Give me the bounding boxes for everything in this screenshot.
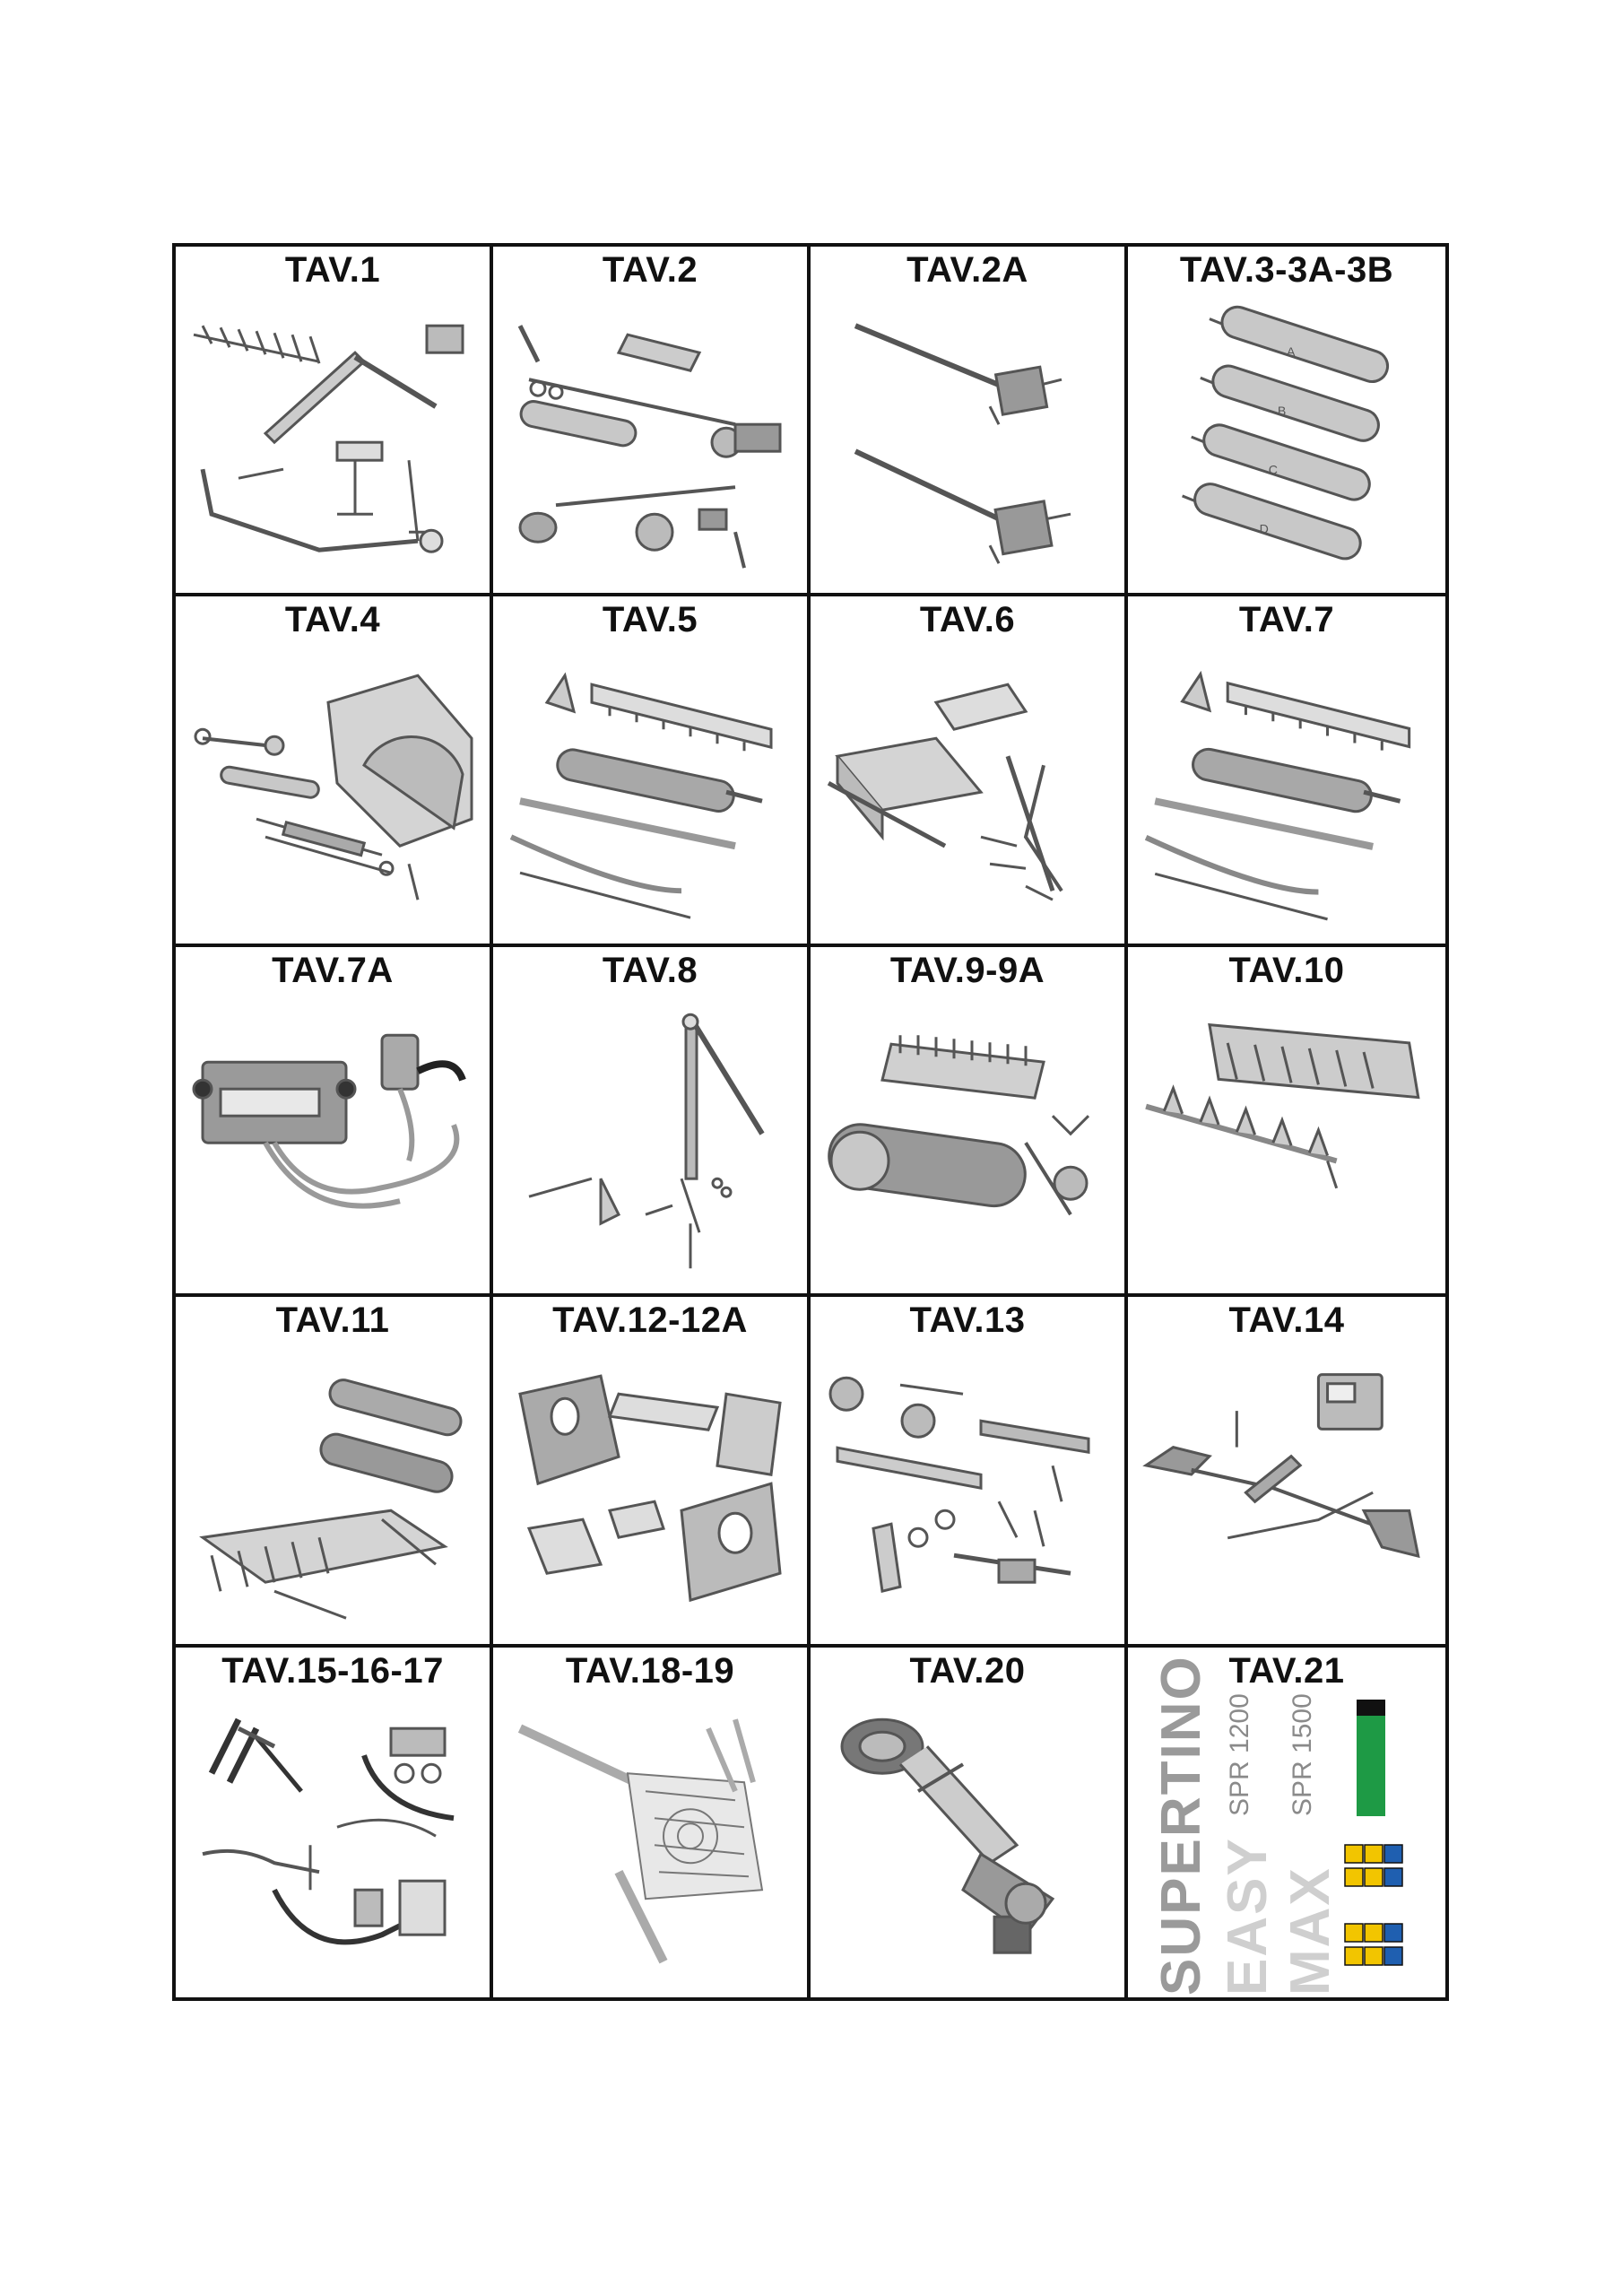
rollers-icon (1137, 299, 1436, 586)
table-cell-tav-8[interactable] (493, 947, 811, 1297)
warning-decals-icon (1343, 1843, 1406, 1996)
table-label: TAV.4 (284, 600, 381, 640)
table-cell-tav-4[interactable] (176, 596, 493, 946)
hydraulic-hoses-icon (185, 1700, 481, 1990)
table-cell-tav-10[interactable] (1128, 947, 1445, 1297)
table-label: TAV.7 (1238, 600, 1335, 640)
table-label: TAV.13 (909, 1300, 1026, 1341)
table-cell-tav-3-3a-3b[interactable] (1128, 247, 1445, 596)
brush-roller-icon (820, 999, 1115, 1286)
table-label: TAV.12-12A (552, 1300, 748, 1341)
decal-green-strip (1357, 1700, 1385, 1816)
table-label: TAV.14 (1228, 1300, 1345, 1341)
table-cell-tav-15-16-17[interactable] (176, 1648, 493, 1997)
table-cell-tav-2[interactable] (493, 247, 811, 596)
table-label: TAV.20 (909, 1650, 1026, 1691)
table-cell-tav-12-12a[interactable] (493, 1297, 811, 1647)
decal-spec-2: SPR 1500 (1288, 1692, 1317, 1816)
decal-model-easy: EASY (1217, 1836, 1279, 1996)
frame-assembly-icon (185, 299, 481, 586)
tine-comb-icon (1137, 999, 1436, 1286)
table-cell-tav-1[interactable] (176, 247, 493, 596)
rotor-assembly-icon (502, 648, 798, 935)
table-label: TAV.7A (272, 950, 394, 990)
hydraulic-cylinder-icon (502, 999, 798, 1286)
transmission-icon (820, 1349, 1115, 1636)
table-cell-tav-20[interactable] (811, 1648, 1128, 1997)
guards-icon (502, 1349, 798, 1636)
pto-shaft-icon (820, 1700, 1115, 1990)
table-cell-tav-21[interactable] (1128, 1648, 1445, 1997)
gearbox-shaft-icon (820, 299, 1115, 586)
rotor-assembly-icon (1137, 648, 1436, 935)
hopper-icon (820, 648, 1115, 935)
table-cell-tav-6[interactable] (811, 596, 1128, 946)
table-label: TAV.9-9A (889, 950, 1045, 990)
control-box-icon (185, 999, 481, 1286)
parts-table-grid (172, 243, 1449, 2001)
table-cell-tav-14[interactable] (1128, 1297, 1445, 1647)
table-label: TAV.11 (275, 1300, 390, 1341)
svg-text:C: C (1268, 463, 1278, 478)
table-label: TAV.2 (602, 250, 698, 290)
decal-model-max: MAX (1279, 1866, 1341, 1996)
svg-text:D: D (1259, 522, 1269, 537)
decal-spec-1: SPR 1200 (1225, 1692, 1254, 1816)
table-label: TAV.6 (919, 600, 1016, 640)
table-cell-tav-11[interactable] (176, 1297, 493, 1647)
gearbox-section-icon (502, 1700, 798, 1990)
table-cell-tav-7[interactable] (1128, 596, 1445, 946)
table-label: TAV.1 (284, 250, 381, 290)
table-cell-tav-2a[interactable] (811, 247, 1128, 596)
svg-text:B: B (1277, 404, 1287, 419)
decal-brand: SUPERTINO (1150, 1654, 1212, 1996)
side-cover-icon (185, 648, 481, 935)
table-label: TAV.2A (906, 250, 1028, 290)
table-label: TAV.3-3A-3B (1179, 250, 1394, 290)
table-label: TAV.18-19 (565, 1650, 735, 1691)
driveline-assembly-icon (502, 299, 798, 586)
table-label: TAV.21 (1228, 1650, 1345, 1691)
table-label: TAV.8 (602, 950, 698, 990)
table-cell-tav-9-9a[interactable] (811, 947, 1128, 1297)
table-label: TAV.5 (602, 600, 698, 640)
table-label: TAV.10 (1228, 950, 1345, 990)
svg-text:A: A (1287, 345, 1296, 361)
control-linkage-icon (1137, 1349, 1436, 1636)
table-label: TAV.15-16-17 (221, 1650, 444, 1691)
roller-frame-icon (185, 1349, 481, 1636)
table-cell-tav-18-19[interactable] (493, 1648, 811, 1997)
table-cell-tav-7a[interactable] (176, 947, 493, 1297)
table-cell-tav-13[interactable] (811, 1297, 1128, 1647)
table-cell-tav-5[interactable] (493, 596, 811, 946)
